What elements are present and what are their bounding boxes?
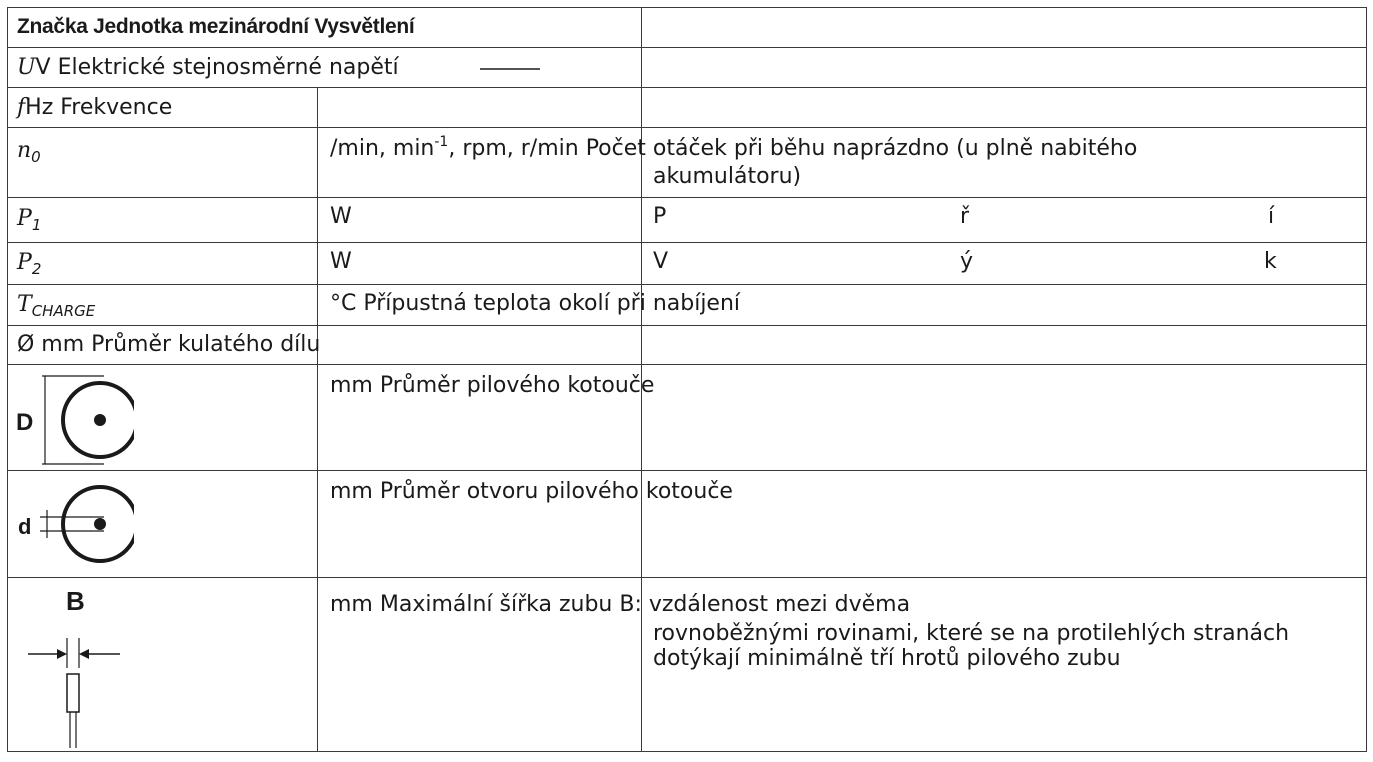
row-divider bbox=[7, 325, 1367, 326]
tooth-width-icon bbox=[14, 580, 134, 750]
speed-unit-b: , rpm, r/min Počet otáček při běhu naprázdno (u plně nabitého bbox=[448, 136, 1138, 161]
speed-unit-a: /min, min bbox=[330, 136, 435, 161]
row-divider bbox=[7, 364, 1367, 365]
symbol-tcharge-sub: CHARGE bbox=[31, 302, 96, 320]
symbol-p: P bbox=[17, 250, 32, 275]
symbol-t: T bbox=[17, 292, 32, 317]
speed-unit-sup: -1 bbox=[434, 134, 449, 150]
row-divider bbox=[7, 197, 1367, 198]
tooth-text-cont: rovnoběžnými rovinami, které se na protilehlých stranách dotýkají minimálně tří hrotů pilového zubu bbox=[653, 621, 1290, 671]
tooth-text: mm Maximální šířka zubu B: vzdálenost mezi dvěma bbox=[330, 592, 911, 617]
bore-icon-label: d bbox=[18, 514, 32, 539]
diameter-text: Ø mm Průměr kulatého dílu bbox=[17, 332, 321, 357]
bore-diameter-icon bbox=[14, 472, 134, 572]
row-divider bbox=[7, 127, 1367, 128]
column-divider bbox=[317, 87, 318, 752]
row-frequency bbox=[17, 95, 172, 121]
tooth-icon-label: B bbox=[66, 586, 85, 616]
p2-unit: W bbox=[330, 249, 352, 274]
blade-icon-label: D bbox=[16, 409, 34, 436]
row-divider bbox=[7, 470, 1367, 471]
symbol-p: P bbox=[17, 206, 32, 231]
symbol-n0 bbox=[17, 138, 41, 165]
p1-col4: ř bbox=[960, 204, 970, 229]
row-divider bbox=[7, 284, 1367, 285]
p2-col5: k bbox=[1264, 249, 1277, 274]
bore-text: mm Průměr otvoru pilového kotouče bbox=[330, 479, 733, 504]
speed-text bbox=[330, 136, 1137, 164]
frequency-text: Hz Frekvence bbox=[25, 95, 173, 120]
symbol-p1 bbox=[17, 206, 41, 233]
strike-mark bbox=[480, 64, 540, 74]
blade-diameter-icon bbox=[14, 368, 134, 466]
table-header: Značka Jednotka mezinárodní Vysvětlení bbox=[17, 15, 415, 38]
speed-text-cont: akumulátoru) bbox=[653, 164, 802, 189]
symbol-n-sub: 0 bbox=[31, 148, 41, 166]
symbol-p2 bbox=[17, 250, 41, 277]
row-divider bbox=[7, 242, 1367, 243]
p1-unit: W bbox=[330, 204, 352, 229]
symbol-u: U bbox=[17, 55, 36, 80]
row-divider bbox=[7, 47, 1367, 48]
symbol-p1-sub: 1 bbox=[31, 216, 42, 234]
voltage-text: V Elektrické stejnosměrné napětí bbox=[35, 55, 399, 80]
p2-col4: ý bbox=[960, 249, 974, 274]
blade-text: mm Průměr pilového kotouče bbox=[330, 373, 655, 398]
tcharge-text: °C Přípustná teplota okolí při nabíjení bbox=[330, 291, 741, 316]
symbol-n: n bbox=[17, 138, 32, 163]
row-divider bbox=[7, 577, 1367, 578]
row-divider bbox=[7, 87, 1367, 88]
p1-col3: P bbox=[653, 204, 667, 229]
symbol-p2-sub: 2 bbox=[31, 260, 42, 278]
symbol-tcharge bbox=[17, 292, 95, 319]
p2-col3: V bbox=[653, 249, 669, 274]
symbol-f: f bbox=[17, 95, 26, 120]
p1-col5: í bbox=[1268, 204, 1275, 229]
row-voltage bbox=[17, 55, 399, 81]
